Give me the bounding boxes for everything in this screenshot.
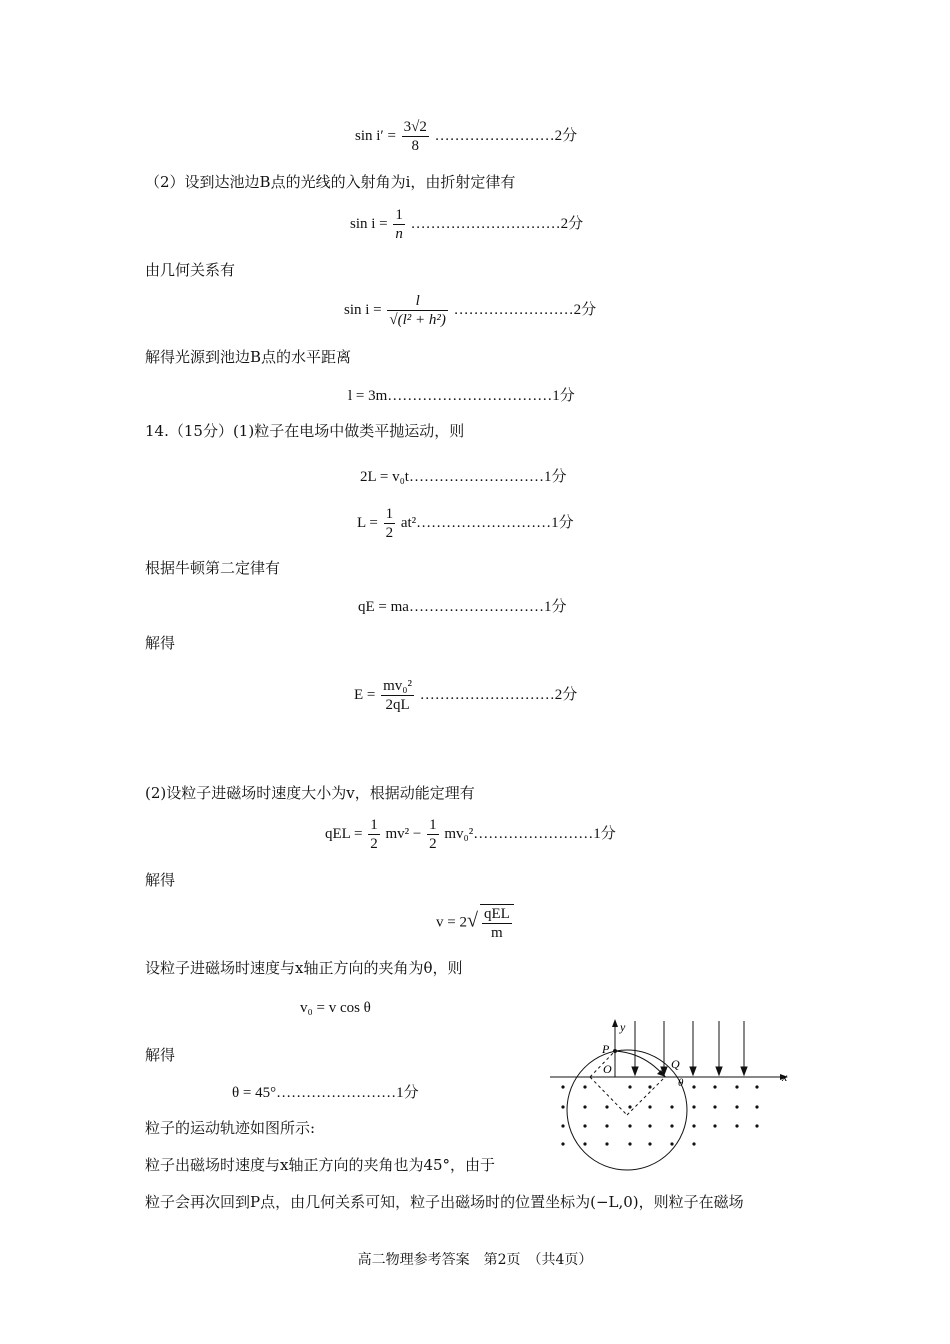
equation-2L: 2L = v₀t………………………1分 bbox=[360, 469, 567, 485]
paragraph-geometry: 由几何关系有 bbox=[145, 261, 236, 279]
svg-text:P: P bbox=[602, 1042, 610, 1056]
equation-v: v = 2√ $\frac{\text{qEL}}{m}$ bbox=[436, 904, 516, 942]
svg-text:θ: θ bbox=[678, 1077, 684, 1089]
equation-qE: qE = ma………………………1分 bbox=[358, 599, 567, 615]
svg-text:x: x bbox=[782, 1070, 788, 1084]
svg-text:O: O bbox=[603, 1062, 612, 1076]
paragraph-solve-1: 解得 bbox=[145, 634, 176, 652]
equation-sin-i-prime: sin i′ = $\frac{3√2}{8}$ ……………………2分 bbox=[355, 119, 578, 154]
paragraph-q14-intro: 14.（15分）(1)粒子在电场中做类平抛运动，则 bbox=[145, 422, 465, 440]
paragraph-solve-2: 解得 bbox=[145, 871, 176, 889]
paragraph-solve-distance: 解得光源到池边B点的水平距离 bbox=[145, 348, 352, 366]
paragraph-part2-q14: (2)设粒子进磁场时速度大小为v，根据动能定理有 bbox=[145, 784, 475, 802]
trajectory-figure bbox=[545, 1015, 805, 1175]
page-footer: 高二物理参考答案 第2页 （共4页） bbox=[357, 1252, 593, 1268]
equation-theta: θ = 45°……………………1分 bbox=[232, 1085, 419, 1101]
paragraph-return-p: 粒子会再次回到P点，由几何关系可知，粒子出磁场时的位置坐标为(−L,0)，则粒子在磁场 bbox=[145, 1193, 744, 1211]
paragraph-part2-intro: （2）设到达池边B点的光线的入射角为i，由折射定律有 bbox=[145, 173, 516, 191]
equation-v0: v₀ = v cos θ bbox=[300, 1000, 371, 1016]
equation-E: E = $\frac{\text{mv₀²}}{2qL}$ ………………………2分 bbox=[354, 678, 578, 713]
paragraph-angle-intro: 设粒子进磁场时速度与x轴正方向的夹角为θ，则 bbox=[145, 959, 463, 977]
svg-text:y: y bbox=[620, 1020, 626, 1034]
paragraph-newton: 根据牛顿第二定律有 bbox=[145, 559, 281, 577]
paragraph-solve-3: 解得 bbox=[145, 1046, 176, 1064]
equation-L: L = $\frac{1}{2}$ at²………………………1分 bbox=[357, 506, 574, 541]
paragraph-exit-angle: 粒子出磁场时速度与x轴正方向的夹角也为45°，由于 bbox=[145, 1156, 496, 1174]
svg-text:Q: Q bbox=[671, 1057, 680, 1071]
equation-sin-i-l: sin i = $\frac{l}{\text{√(l² + h²)}}$ ……………………2分 bbox=[344, 293, 597, 328]
paragraph-trajectory: 粒子的运动轨迹如图所示: bbox=[145, 1119, 316, 1137]
equation-energy: qEL = $\frac{1}{2}$ mv² − $\frac{1}{2}$ mv₀²……………………1分 bbox=[325, 817, 616, 852]
equation-l-value: l = 3m……………………………1分 bbox=[348, 388, 575, 404]
equation-sin-i-n: sin i = $\frac{1}{n}$ …………………………2分 bbox=[350, 207, 584, 242]
